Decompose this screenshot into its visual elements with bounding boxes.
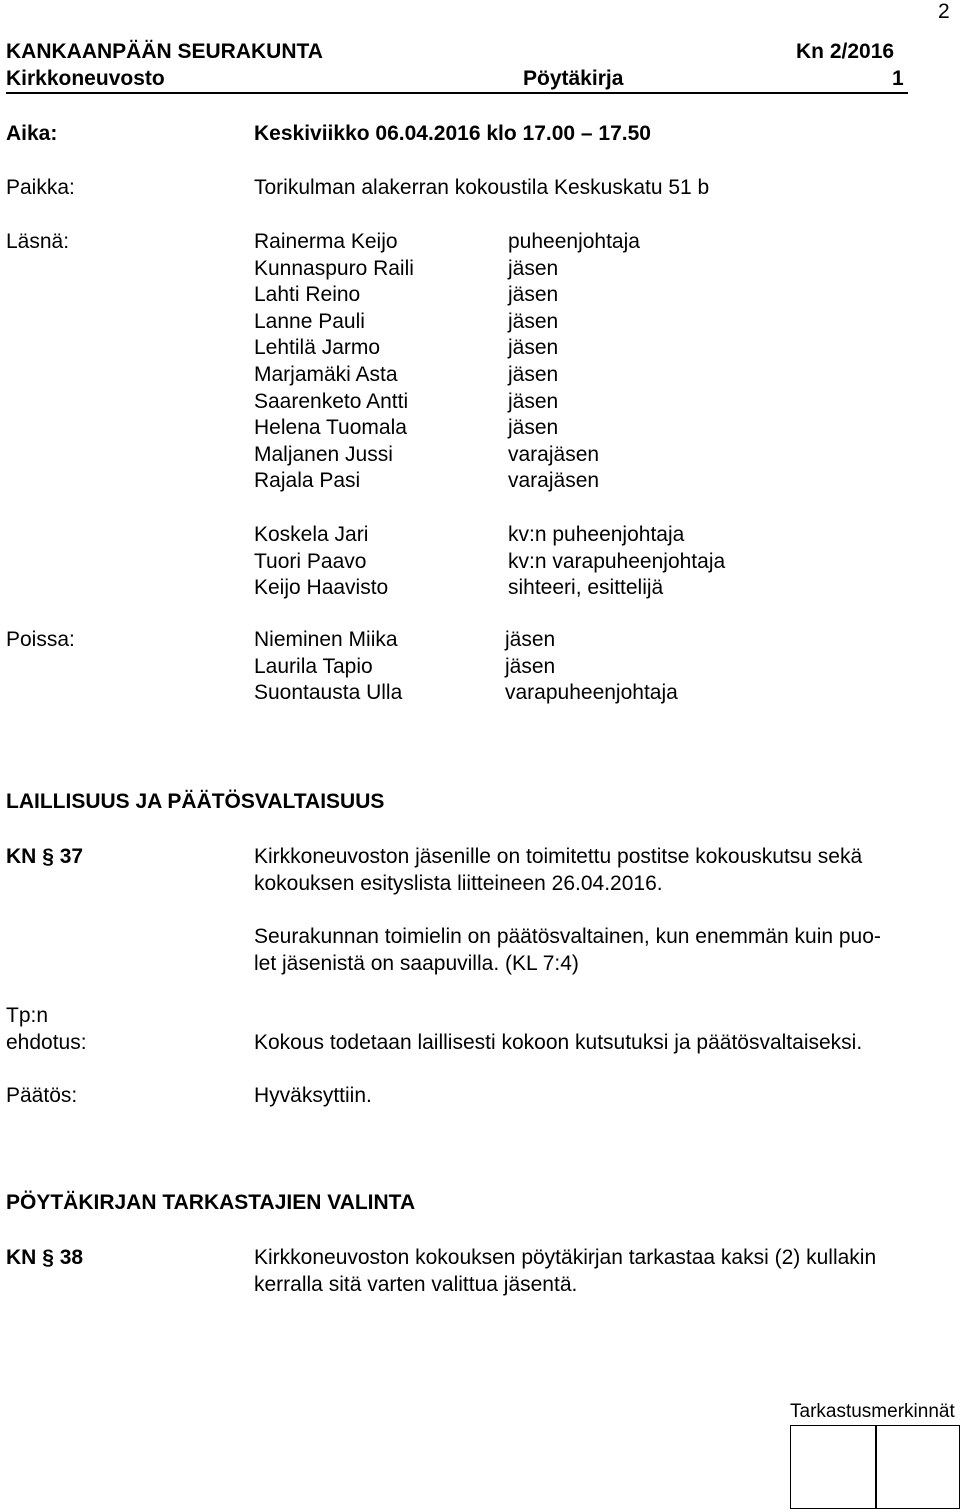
attendee-role: varapuheenjohtaja	[505, 681, 678, 705]
attendee-name: Laurila Tapio	[254, 654, 373, 678]
place-label: Paikka:	[6, 176, 75, 199]
attendee-name: Lanne Pauli	[254, 309, 365, 333]
page-number: 2	[938, 0, 950, 23]
attendee-role: jäsen	[508, 336, 559, 360]
attendee-role: varajäsen	[508, 442, 600, 466]
attendee-name: Rajala Pasi	[254, 469, 361, 493]
header-underline	[6, 92, 908, 94]
attendee-name: Keijo Haavisto	[254, 576, 389, 600]
attendee-role: jäsen	[505, 654, 556, 678]
decision-text: Hyväksyttiin.	[254, 1084, 372, 1107]
section-paragraph-line: let jäsenistä on saapuvilla. (KL 7:4)	[254, 952, 579, 975]
section-paragraph-line: Kirkkoneuvoston kokouksen pöytäkirjan tarkastaa kaksi (2) kullakin	[254, 1246, 877, 1269]
time-value: Keskiviikko 06.04.2016 klo 17.00 – 17.50	[254, 122, 651, 145]
attendee-name: Helena Tuomala	[254, 416, 407, 440]
attendee-role: jäsen	[508, 256, 559, 280]
section-number	[6, 845, 83, 869]
kn-label: KN	[6, 845, 37, 868]
attendee-role: jäsen	[508, 283, 559, 307]
section-heading: LAILLISUUS JA PÄÄTÖSVALTAISUUS	[6, 790, 385, 813]
attendee-role: jäsen	[508, 309, 559, 333]
initials-box-divider	[875, 1426, 877, 1508]
attendee-name: Marjamäki Asta	[254, 363, 398, 386]
section-sign: §	[42, 1246, 54, 1269]
decision-label: Päätös:	[6, 1084, 78, 1107]
time-label: Aika:	[6, 122, 58, 145]
document-reference: Kn 2/2016	[796, 40, 895, 63]
attendee-name: Tuori Paavo	[254, 549, 367, 573]
section-paragraph-line: Seurakunnan toimielin on päätösvaltainen, kun enemmän kuin puo-	[254, 925, 881, 948]
attendee-role: jäsen	[505, 628, 556, 651]
kn-number: 38	[59, 1246, 84, 1269]
attendee-name: Saarenketo Antti	[254, 389, 409, 413]
kn-label: KN	[6, 1246, 37, 1269]
proposal-label: ehdotus:	[6, 1031, 87, 1054]
attendee-role: kv:n varapuheenjohtaja	[508, 549, 726, 573]
proposal-label: Tp:n	[6, 1004, 49, 1027]
attendee-role: jäsen	[508, 363, 559, 386]
attendee-role: puheenjohtaja	[508, 230, 640, 253]
attendee-role: jäsen	[508, 416, 559, 440]
place-value: Torikulman alakerran kokoustila Keskuskatu 51 b	[254, 176, 710, 199]
section-sign: §	[42, 845, 54, 868]
attendee-name: Lahti Reino	[254, 283, 361, 307]
attendee-name: Rainerma Keijo	[254, 230, 398, 253]
section-heading: PÖYTÄKIRJAN TARKASTAJIEN VALINTA	[6, 1191, 416, 1214]
attendee-name: Suontausta Ulla	[254, 681, 403, 705]
attendee-name: Maljanen Jussi	[254, 442, 393, 466]
attendee-role: kv:n puheenjohtaja	[508, 523, 685, 546]
proposal-text: Kokous todetaan laillisesti kokoon kutsutuksi ja päätösvaltaiseksi.	[254, 1031, 863, 1054]
kn-number: 37	[59, 845, 84, 868]
attendee-role: varajäsen	[508, 469, 600, 493]
present-label: Läsnä:	[6, 230, 70, 253]
attendee-name: Koskela Jari	[254, 523, 369, 546]
attendee-role: sihteeri, esittelijä	[508, 576, 664, 600]
header-page-number: 1	[892, 67, 904, 90]
absent-label: Poissa:	[6, 628, 75, 651]
section-paragraph-line: Kirkkoneuvoston jäsenille on toimitettu postitse kokouskutsu sekä	[254, 845, 863, 868]
initials-label: Tarkastusmerkinnät	[790, 1401, 955, 1422]
attendee-name: Lehtilä Jarmo	[254, 336, 381, 360]
attendee-name: Nieminen Miika	[254, 628, 398, 651]
body-name: Kirkkoneuvosto	[6, 67, 165, 90]
section-paragraph-line: kokouksen esityslista liitteineen 26.04.2016.	[254, 872, 663, 895]
attendee-name: Kunnaspuro Raili	[254, 256, 414, 280]
document-type: Pöytäkirja	[523, 67, 624, 90]
attendee-role: jäsen	[508, 389, 559, 413]
organization-name: KANKAANPÄÄN SEURAKUNTA	[6, 40, 323, 63]
section-number	[6, 1246, 83, 1270]
section-paragraph-line: kerralla sitä varten valittua jäsentä.	[254, 1273, 578, 1296]
initials-box	[790, 1425, 960, 1509]
